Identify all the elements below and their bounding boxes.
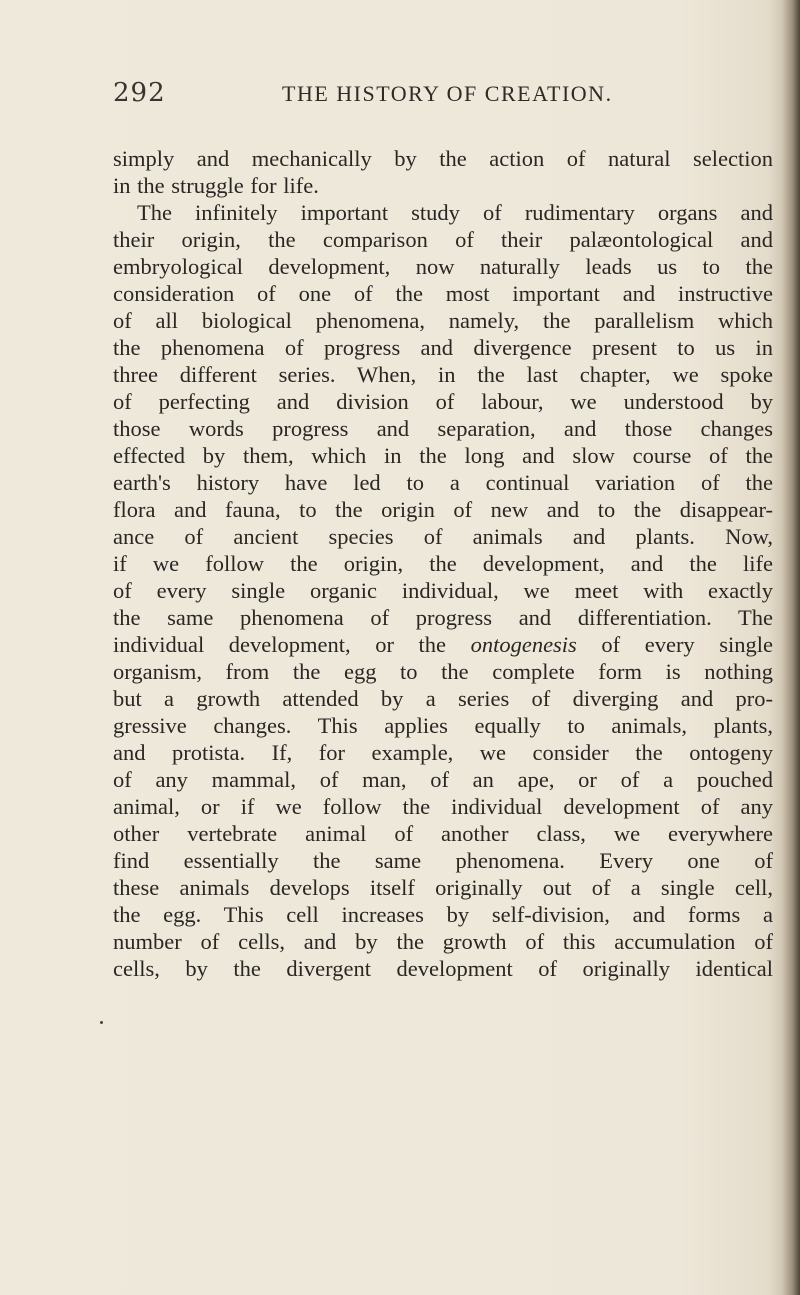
text-line: gressive changes. This applies equally to animals, plants,	[113, 713, 773, 738]
text-line: organism, from the egg to the complete form is nothing	[113, 659, 773, 684]
text-line: simply and mechanically by the action of natural selection	[113, 146, 773, 171]
text-line: The infinitely important study of rudimentary organs and	[137, 200, 773, 225]
text-line: of any mammal, of man, of an ape, or of a pouched	[113, 767, 773, 792]
text-line: those words progress and separation, and those changes	[113, 416, 773, 441]
text-line: three different series. When, in the last chapter, we spoke	[113, 362, 773, 387]
text-segment: of every single	[601, 632, 773, 657]
text-line: these animals develops itself originally out of a single cell,	[113, 875, 773, 900]
text-line: in the struggle for life.	[113, 173, 319, 198]
body-text	[113, 145, 773, 982]
margin-mark	[100, 1021, 103, 1024]
running-title: THE HISTORY OF CREATION.	[282, 81, 613, 106]
text-line: their origin, the comparison of their palæontological and	[113, 227, 773, 252]
text-line: but a growth attended by a series of diverging and pro-	[113, 686, 773, 711]
running-head	[113, 78, 786, 112]
text-line: number of cells, and by the growth of this accumulation of	[113, 929, 773, 954]
text-line: cells, by the divergent development of originally identical	[113, 956, 773, 981]
text-line: earth's history have led to a continual variation of the	[113, 470, 773, 495]
text-line: animal, or if we follow the individual development of any	[113, 794, 773, 819]
text-line: flora and fauna, to the origin of new and to the disappear-	[113, 497, 773, 522]
text-line: and protista. If, for example, we consider the ontogeny	[113, 740, 773, 765]
text-line: the same phenomena of progress and differentiation. The	[113, 605, 773, 630]
text-line: the phenomena of progress and divergence present to us in	[113, 335, 773, 360]
text-line: embryological development, now naturally leads us to the	[113, 254, 773, 279]
text-line: effected by them, which in the long and slow course of the	[113, 443, 773, 468]
text-line: the egg. This cell increases by self-division, and forms a	[113, 902, 773, 927]
text-line: find essentially the same phenomena. Every one of	[113, 848, 773, 873]
text-line: ance of ancient species of animals and plants. Now,	[113, 524, 773, 549]
page-number: 292	[113, 78, 166, 108]
text-line: if we follow the origin, the development, and the life	[113, 551, 773, 576]
italic-term: ontogenesis	[470, 632, 577, 657]
text-line: of every single organic individual, we meet with exactly	[113, 578, 773, 603]
page-binding-edge	[782, 0, 800, 1295]
text-line-with-italic	[113, 631, 773, 658]
text-line: of all biological phenomena, namely, the parallelism which	[113, 308, 773, 333]
text-segment: individual development, or the	[113, 632, 471, 657]
text-line: of perfecting and division of labour, we understood by	[113, 389, 773, 414]
text-line: consideration of one of the most important and instructive	[113, 281, 773, 306]
text-line: other vertebrate animal of another class, we everywhere	[113, 821, 773, 846]
